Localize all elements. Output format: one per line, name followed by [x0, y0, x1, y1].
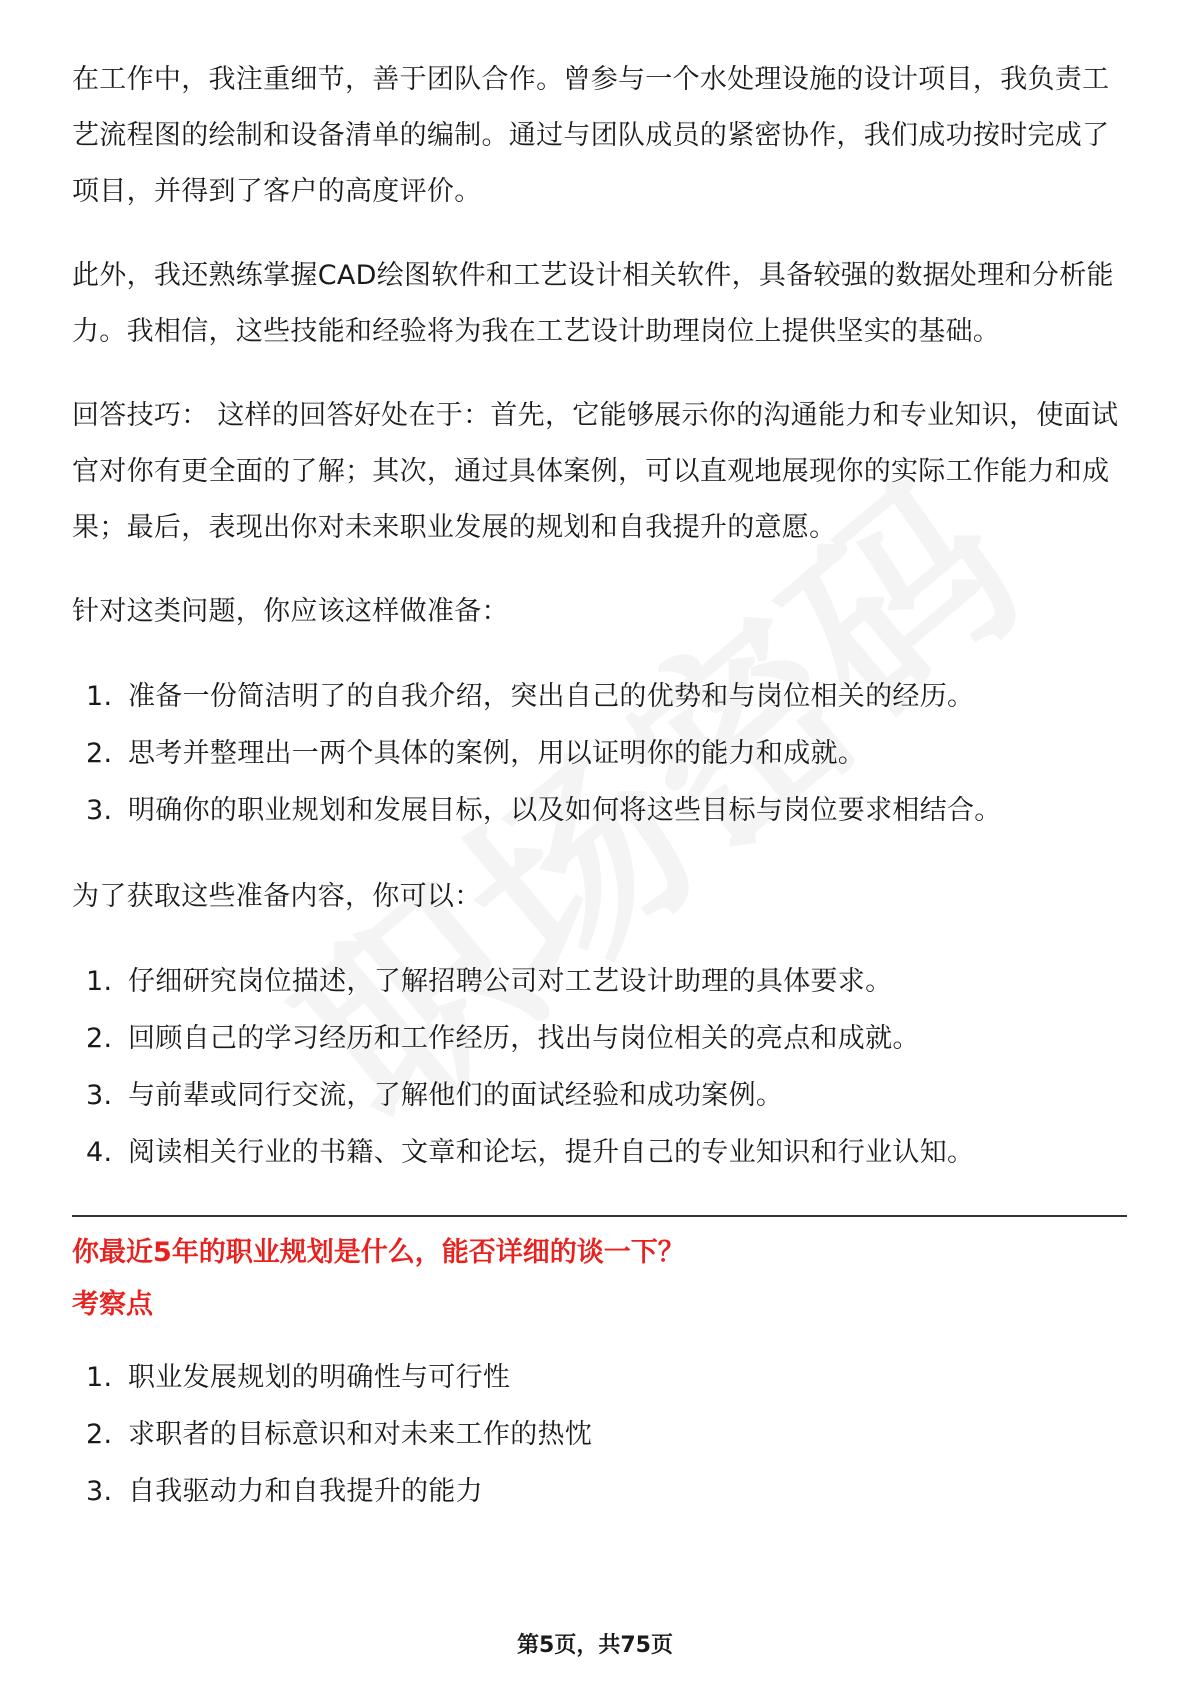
list-number: 2. — [86, 738, 113, 769]
list-item-text: 思考并整理出一两个具体的案例，用以证明你的能力和成就。 — [128, 738, 866, 769]
paragraph-experience: 在工作中，我注重细节，善于团队合作。曾参与一个水处理设施的设计项目，我负责工艺流程图的绘制和设备清单的编制。通过与团队成员的紧密协作，我们成功按时完成了项目，并得到了客户的高度评价。 — [72, 64, 1110, 207]
list-item-text: 求职者的目标意识和对未来工作的热忱 — [128, 1419, 593, 1450]
list-number: 3. — [86, 1080, 113, 1111]
list-item-text: 准备一份简洁明了的自我介绍，突出自己的优势和与岗位相关的经历。 — [128, 681, 975, 712]
list-number: 3. — [86, 795, 113, 826]
question-heading: 你最近5年的职业规划是什么，能否详细的谈一下？ — [72, 1237, 685, 1268]
list-number: 3. — [86, 1476, 113, 1507]
list-item-text: 阅读相关行业的书籍、文章和论坛，提升自己的专业知识和行业认知。 — [128, 1137, 975, 1168]
list-item-text: 职业发展规划的明确性与可行性 — [128, 1362, 511, 1393]
source-list — [72, 953, 1127, 1181]
list-item-text: 回顾自己的学习经历和工作经历，找出与岗位相关的亮点和成就。 — [128, 1023, 920, 1054]
page-footer: 第5页，共75页 — [517, 1633, 673, 1658]
paragraph-answer-tips: 回答技巧： 这样的回答好处在于：首先，它能够展示你的沟通能力和专业知识，使面试官对你有更全面的了解；其次，通过具体案例，可以直观地展现你的实际工作能力和成果；最后，表现出你对未来职业发展的规划和自我提升的意愿。 — [72, 400, 1119, 543]
list-item — [72, 782, 1127, 839]
list-item — [72, 1406, 1127, 1463]
document-page — [72, 52, 1127, 1550]
list-item-text: 与前辈或同行交流，了解他们的面试经验和成功案例。 — [128, 1080, 784, 1111]
list-item — [72, 1067, 1127, 1124]
list-item — [72, 668, 1127, 725]
list-item — [72, 1463, 1127, 1520]
list-number: 1. — [86, 681, 113, 712]
list-item-text: 仔细研究岗位描述，了解招聘公司对工艺设计助理的具体要求。 — [128, 966, 893, 997]
paragraph-source-intro: 为了获取这些准备内容，你可以： — [72, 881, 482, 912]
list-number: 2. — [86, 1023, 113, 1054]
list-item — [72, 725, 1127, 782]
list-item — [72, 1349, 1127, 1406]
focus-heading: 考察点 — [72, 1289, 153, 1320]
list-item — [72, 953, 1127, 1010]
list-number: 2. — [86, 1419, 113, 1450]
focus-list — [72, 1349, 1127, 1520]
list-item — [72, 1124, 1127, 1181]
prep-list — [72, 668, 1127, 839]
list-number: 1. — [86, 1362, 113, 1393]
paragraph-skills: 此外，我还熟练掌握CAD绘图软件和工艺设计相关软件，具备较强的数据处理和分析能力。我相信，这些技能和经验将为我在工艺设计助理岗位上提供坚实的基础。 — [72, 260, 1114, 347]
paragraph-prep-intro: 针对这类问题，你应该这样做准备： — [72, 596, 509, 627]
list-number: 4. — [86, 1137, 113, 1168]
list-item-text: 明确你的职业规划和发展目标，以及如何将这些目标与岗位要求相结合。 — [128, 795, 1002, 826]
list-number: 1. — [86, 966, 113, 997]
list-item-text: 自我驱动力和自我提升的能力 — [128, 1476, 483, 1507]
list-item — [72, 1010, 1127, 1067]
section-divider — [72, 1215, 1127, 1217]
